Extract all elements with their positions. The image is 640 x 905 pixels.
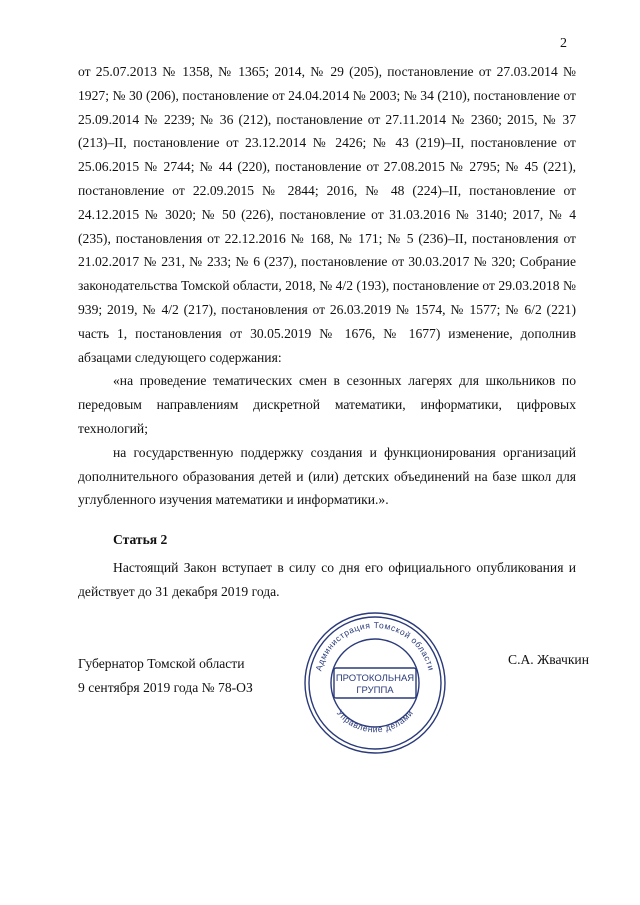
page-number: 2 <box>560 36 567 51</box>
added-paragraph-1: «на проведение тематических смен в сезонных лагерях для школьников по передовым направлениям дискретной математики, информатики, цифровых технологий; <box>78 373 576 436</box>
amendment-paragraph: от 25.07.2013 № 1358, № 1365; 2014, № 29 (205), постановление от 27.03.2014 № 1927; № 30 (206), постановление от 24.04.2014 № 2003; № 34 (210), постановление от 25.09.2014 № 2239; № 36 (212), постановление от 27.11.2014 № 2360; 2015, № 37 (213)–II, постановление от 23.12.2014 № 2426; № 43 (219)–II, постановление от 25.06.2015 № 2744; № 44 (220), постановление от 27.08.2015 № 2795; № 45 (221), постановление от 22.09.2015 № 2844; 2016, № 48 (224)–II, постановление от 24.12.2015 № 3020; № 50 (226), постановление от 31.03.2016 № 3140; 2017, № 4 (235), постановления от 22.12.2016 № 168, № 171; № 5 (236)–II, постановления от 21.02.2017 № 231, № 233; № 6 (237), постановление от 30.03.2017 № 320; Собрание законодательства Томской области, 2018, № 4/2 (193), постановление от 29.03.2018 № 939; 2019, № 4/2 (217), постановления от 26.03.2019 № 1574, № 1577; № 6/2 (221) часть 1, постановления от 30.05.2019 № 1676, № 1677) изменение, дополнив абзацами следующего содержания: <box>78 64 576 365</box>
article-heading: Статья 2 <box>113 532 168 547</box>
stamp-bottom-text: Управление делами <box>334 707 416 735</box>
law-body-text <box>78 60 576 512</box>
law-date-number: 9 сентября 2019 года № 78-ОЗ <box>78 680 253 695</box>
stamp-center-line-2: ГРУППА <box>356 685 394 696</box>
stamp-outer-text: Администрация Томской области <box>313 619 437 672</box>
signature-block <box>78 652 253 700</box>
signatory-name: С.А. Жвачкин <box>508 652 589 667</box>
added-paragraph-2: на государственную поддержку создания и функционирования организаций дополнительного образования детей и (или) детских объединений на базе школ для углубленного изучения математики и информатики.». <box>78 444 576 508</box>
official-stamp <box>302 610 448 756</box>
article-paragraph: Настоящий Закон вступает в силу со дня его официального опубликования и действует до 31 декабря 2019 года. <box>78 560 576 599</box>
stamp-center-line-1: ПРОТОКОЛЬНАЯ <box>335 673 415 684</box>
article-body <box>78 556 576 604</box>
signatory-position: Губернатор Томской области <box>78 656 245 671</box>
